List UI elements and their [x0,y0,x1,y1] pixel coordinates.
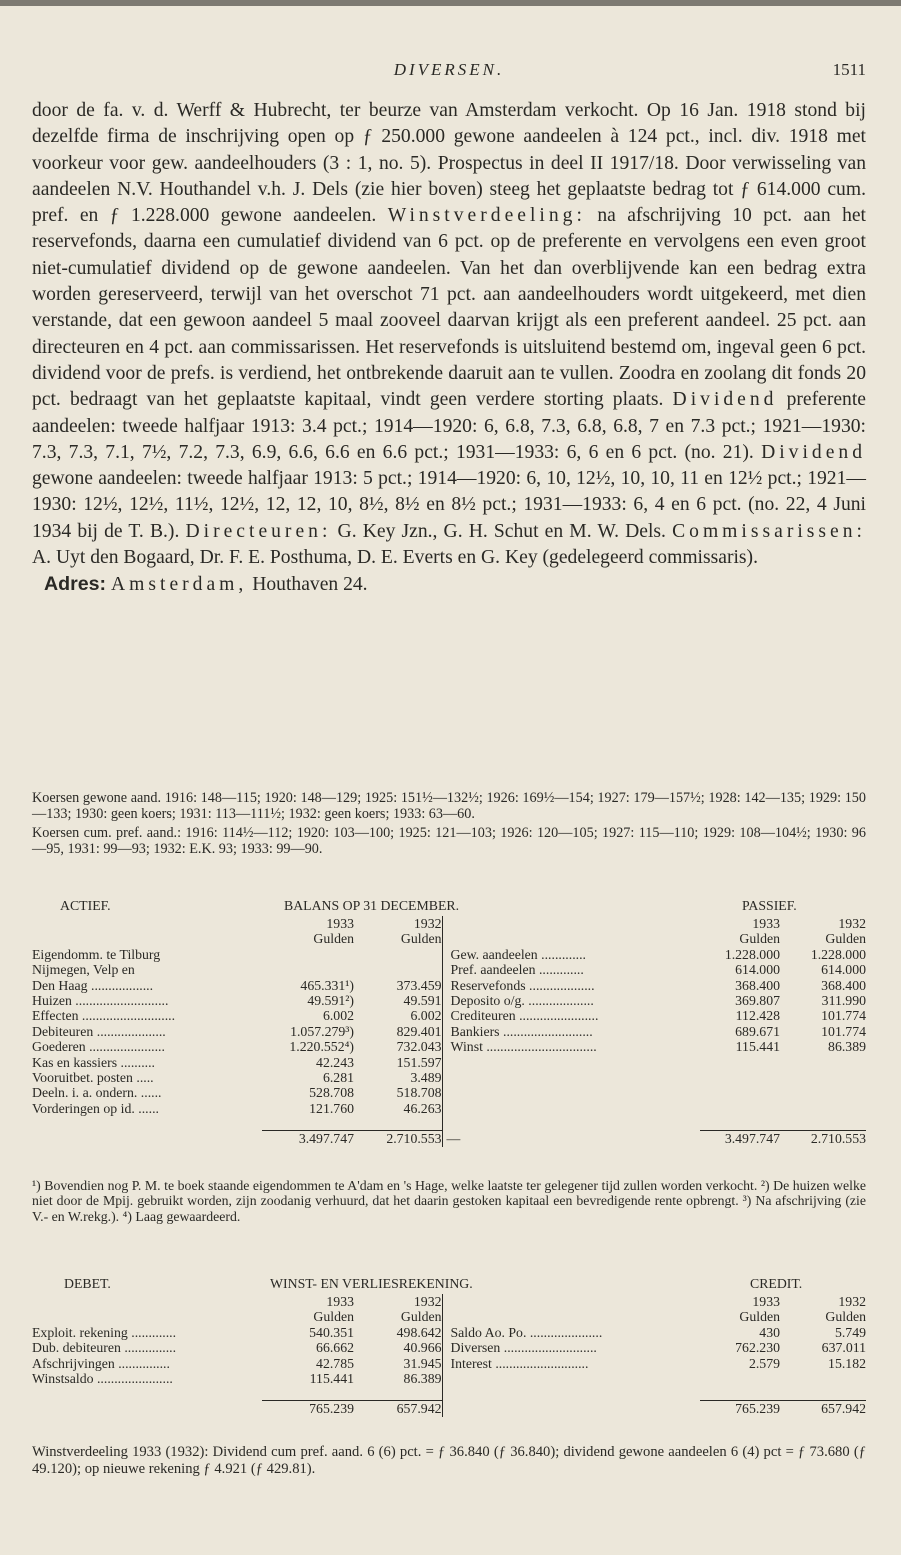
blank-cell [780,1055,866,1070]
right-label: Interest ........................... [442,1356,700,1371]
total-dash: — [442,1131,700,1147]
blank-cell [32,1116,262,1131]
unit-label: Gulden [825,1309,866,1325]
left-label: Huizen ........................... [32,993,169,1009]
company-paragraph [32,98,866,571]
left-value-a: 465.331¹) [300,977,354,993]
blank-cell [442,1309,700,1324]
blank-cell [442,1294,700,1309]
blank-cell [32,1131,262,1147]
blank-cell [442,1116,700,1131]
table-row [32,1024,866,1039]
table-row [32,1008,866,1023]
right-value-b: 101.774 [821,1008,866,1024]
right-value-b: 1.228.000 [810,946,866,962]
unit-label: Gulden [400,1309,442,1325]
table-row [32,947,866,962]
right-label: Diversen ........................... [442,1340,700,1355]
blank-cell [700,1101,780,1116]
blank-cell [700,1085,780,1100]
spacer-row [32,1116,866,1131]
blank-cell [442,1386,700,1401]
left-value-b: 86.389 [403,1371,442,1387]
right-label: Deposito o/g. ................... [442,993,700,1008]
page-header [32,60,866,86]
left-label: Den Haag .................. [32,977,154,993]
blank-cell [442,1101,700,1116]
total-right-b: 2.710.553 [780,1131,866,1147]
pl-title: WINST- EN VERLIESREKENING. [270,1276,473,1291]
table-row [32,1340,866,1355]
price-history [32,790,866,860]
balance-table [32,916,866,1147]
unit-row [32,1309,866,1324]
year-b: 1932 [413,1294,442,1309]
right-label: Gew. aandeelen ............. [442,947,700,962]
right-value-b: 101.774 [821,1023,866,1039]
commissarissen-label: Commissarissen: [672,520,866,542]
blank-cell [442,916,700,931]
blank-cell [780,1070,866,1085]
blank-cell [262,1116,354,1131]
company-description [32,98,866,599]
blank-cell [32,916,262,931]
left-label: Nijmegen, Velp en [32,962,135,978]
right-value-a: 369.807 [735,993,780,1009]
table-row [32,962,866,977]
unit-label: Gulden [739,1309,780,1325]
blank-cell [442,1070,700,1085]
winstverdeeling-text: na afschrijving 10 pct. aan het reservefonds, daarna een cumulatief dividend van 6 pct. op de preferente en vervolgens een even groot niet-cumulatief dividend op de gewone aandeelen. Van het dan overblijvende kan een bedrag extra worden gereserveerd, terwijl van het overschot 71 pct. aan aandeelhouders wordt uitgekeerd, met dien verstande, dat een gewoon aandeel 5 maal zooveel daarvan krijgt als een preferent aandeel. 25 pct. aan directeuren en 4 pct. aan commissarissen. Het reservefonds is uitsluitend bestemd om, ingeval geen 6 pct. dividend voor de prefs. is verdiend, het ontbrekende daaruit aan te vullen. Zoodra en zoolang dit fonds 20 pct. bedraagt van het geplaatste kapitaal, vindt geen verdere storting plaats. [32,205,867,411]
left-value-a: 42.243 [316,1054,354,1070]
right-value-a: 368.400 [735,977,780,993]
table-row [32,1325,866,1340]
blank-cell [442,1401,700,1417]
spacer-row [32,1386,866,1401]
right-value-b: 86.389 [828,1039,866,1055]
left-value-b: 732.043 [396,1039,442,1055]
total-left-b: 2.710.553 [354,1131,442,1147]
left-label: Eigendomm. te Tilburg [32,946,161,962]
unit-row [32,931,866,946]
balance-footnotes: ¹) Bovendien nog P. M. te boek staande eigendommen te A'dam en 's Hage, welke laatste ter gelegener tijd zullen worden verkocht. ²) De huizen welke niet door de Mpij. gebruikt worden, zijn zoodanig verhuurd, dat het daarin gestoken kapitaal een bevredigende rente opbrengt. ³) Na afschrijving (zie V.- en W.rekg.). ⁴) Laag gewaardeerd. [32,1178,866,1224]
year-a: 1933 [752,916,780,931]
table-row [32,1039,866,1054]
blank-cell [700,1371,780,1386]
profit-loss-account [32,1276,866,1417]
total-row [32,1131,866,1147]
year-a: 1933 [326,1294,354,1309]
dividend-gew-text: gewone aandeelen: tweede halfjaar 1913: 5 pct.; 1914—1920: 6, 10, 12½, 10, 10, 11 en 12½ pct.; 1921—1930: 12½, 12½, 11½, 12½, 12, 12, 10, 8½, 8½ en 8½ pct.; 1931—1933: 6, 4 en 6 pct. (no. 22, 4 Juni 1934 bij de T. B.). [32,468,866,542]
balance-sheet [32,898,866,1147]
right-value-a: 2.579 [748,1355,780,1371]
right-value-a: 112.428 [735,1008,780,1024]
right-label: Pref. aandeelen ............. [442,962,700,977]
profit-distribution: Winstverdeeling 1933 (1932): Dividend cum pref. aand. 6 (6) pct. = ƒ 36.840 (ƒ 36.840); dividend gewone aandeelen 6 (4) pct = ƒ 73.680 (ƒ 49.120); op nieuwe rekening ƒ 4.921 (ƒ 429.81). [32,1444,866,1477]
year-b: 1932 [838,916,866,931]
right-label: Winst ................................ [442,1039,700,1054]
blank-cell [780,1085,866,1100]
left-value-b: 3.489 [410,1070,442,1086]
right-value-b: 368.400 [821,977,866,993]
year-a: 1933 [326,916,354,931]
left-value-a [262,962,354,977]
blank-cell [700,1055,780,1070]
table-row [32,993,866,1008]
left-label: Goederen ...................... [32,1039,165,1055]
table-row [32,1356,866,1371]
running-title: DIVERSEN. [393,60,505,79]
unit-label: Gulden [825,931,866,947]
passief-heading: PASSIEF. [742,898,797,913]
year-a: 1933 [752,1294,780,1309]
left-label: Exploit. rekening ............. [32,1324,177,1340]
left-label: Dub. debiteuren ............... [32,1340,177,1356]
total-right-a: 3.497.747 [700,1131,780,1147]
left-label: Winstsaldo ...................... [32,1371,173,1387]
actief-heading: ACTIEF. [60,898,111,913]
left-value-b: 46.263 [403,1100,442,1116]
left-value-a: 42.785 [316,1355,354,1371]
adres-city: Amsterdam, [110,574,248,596]
left-label: Vorderingen op id. ...... [32,1100,159,1116]
total-left-a: 765.239 [262,1401,354,1417]
total-left-a: 3.497.747 [262,1131,354,1147]
blank-cell [700,1070,780,1085]
dividend-gew-label: Dividend [761,441,866,463]
pl-table [32,1294,866,1417]
left-value-a: 1.220.552⁴) [289,1039,354,1055]
blank-cell [780,1116,866,1131]
dividend-pref-text: preferente aandeelen: tweede halfjaar 1913: 3.4 pct.; 1914—1920: 6, 6.8, 7.3, 6.8, 6.8, 7 en 7.3 pct.; 1921—1930: 7.3, 7.3, 7.1, 7½, 7.2, 7.3, 6.9, 6.6, 6.6 en 6.6 pct.; 1931—1933: 6, 6 en 6 pct. (no. 21). [32,389,866,463]
blank-cell [700,1116,780,1131]
left-value-b: 31.945 [403,1355,442,1371]
left-value-a: 6.281 [322,1070,354,1086]
left-label: Vooruitbet. posten ..... [32,1070,154,1086]
left-value-a: 121.760 [309,1100,354,1116]
right-label: Reservefonds ................... [442,978,700,993]
blank-cell [32,1401,262,1417]
blank-cell [262,1386,354,1401]
credit-heading: CREDIT. [750,1276,803,1291]
year-b: 1932 [838,1294,866,1309]
year-b: 1932 [413,916,442,931]
left-value-b: 6.002 [410,1008,442,1024]
right-label: Saldo Ao. Po. ..................... [442,1325,700,1340]
blank-cell [780,1101,866,1116]
right-value-b: 637.011 [821,1340,866,1356]
left-value-b: 151.597 [396,1054,442,1070]
right-value-b: 614.000 [821,962,866,978]
total-left-b: 657.942 [354,1401,442,1417]
table-row [32,978,866,993]
right-value-a: 115.441 [735,1039,780,1055]
koersen-pref: Koersen cum. pref. aand.: 1916: 114½—112; 1920: 103—100; 1925: 121—103; 1926: 120—105; 1927: 115—110; 1929: 108—104½; 1930: 96—95, 1931: 99—93; 1932: E.K. 93; 1933: 99—90. [32,825,866,857]
right-value-b: 15.182 [828,1355,866,1371]
blank-cell [442,931,700,946]
left-value-b: 518.708 [396,1085,442,1101]
right-value-a: 689.671 [735,1023,780,1039]
unit-label: Gulden [400,931,442,947]
blank-cell [32,931,262,946]
total-right-b: 657.942 [780,1401,866,1417]
left-value-a: 6.002 [322,1008,354,1024]
year-row [32,1294,866,1309]
blank-cell [780,1386,866,1401]
left-value-b: 40.966 [403,1340,442,1356]
left-value-b: 829.401 [396,1023,442,1039]
table-row [32,1085,866,1100]
left-label: Debiteuren .................... [32,1023,166,1039]
directeuren-label: Directeuren: [185,520,332,542]
left-value-b [354,962,442,977]
table-row [32,1070,866,1085]
left-value-a: 1.057.279³) [290,1023,354,1039]
balance-body [32,916,866,1147]
pl-heads [32,1276,866,1294]
left-value-a: 66.662 [316,1340,354,1356]
left-value-b: 373.459 [396,977,442,993]
blank-cell [32,1294,262,1309]
left-label: Afschrijvingen ............... [32,1355,170,1371]
debet-heading: DEBET. [64,1276,111,1291]
unit-label: Gulden [739,931,780,947]
left-value-a: 115.441 [309,1371,354,1387]
right-value-a: 614.000 [735,962,780,978]
blank-cell [442,1085,700,1100]
right-value-a: 762.230 [735,1340,780,1356]
pl-body [32,1294,866,1417]
left-label: Effecten ........................... [32,1008,176,1024]
balance-heads [32,898,866,916]
blank-cell [32,1386,262,1401]
right-value-a: 1.228.000 [724,946,780,962]
koersen-gewone: Koersen gewone aand. 1916: 148—115; 1920: 148—129; 1925: 151½—132½; 1926: 169½—154; 1927: 179—157½; 1928: 142—135; 1929: 150—133; 1930: geen koers; 1931: 113—111½; 1932: geen koers; 1933: 63—60. [32,790,866,822]
left-label: Kas en kassiers .......... [32,1054,155,1070]
commissarissen-text: A. Uyt den Bogaard, Dr. F. E. Posthuma, D. E. Everts en G. Key (gedelegeerd commissaris). [32,547,758,569]
blank-cell [442,1371,700,1386]
page-number: 1511 [832,60,866,79]
left-value-a: 528.708 [309,1085,354,1101]
directeuren-text: G. Key Jzn., G. H. Schut en M. W. Dels. [337,520,666,542]
total-right-a: 765.239 [700,1401,780,1417]
blank-cell [780,1371,866,1386]
table-row [32,1101,866,1116]
blank-cell [442,1055,700,1070]
year-row [32,916,866,931]
left-value-a: 540.351 [309,1324,354,1340]
address-line [32,571,866,598]
dividend-pref-label: Dividend [672,389,778,411]
left-value-b: 49.591 [403,993,442,1009]
adres-street: Houthaven 24. [252,574,368,596]
right-value-a: 430 [759,1324,780,1340]
left-value-a [262,947,354,962]
right-label: Crediteuren ....................... [442,1008,700,1023]
blank-cell [354,1386,442,1401]
right-value-b: 311.990 [821,993,866,1009]
adres-label: Adres: [44,573,107,596]
left-value-b [354,947,442,962]
left-value-a: 49.591²) [307,993,354,1009]
balance-title: BALANS OP 31 DECEMBER. [284,898,460,913]
blank-cell [32,1309,262,1324]
blank-cell [700,1386,780,1401]
unit-label: Gulden [313,1309,354,1325]
right-value-b: 5.749 [834,1324,866,1340]
table-row [32,1055,866,1070]
unit-label: Gulden [313,931,354,947]
history-text: door de fa. v. d. Werff & Hubrecht, ter beurze van Amsterdam verkocht. Op 16 Jan. 1918 stond bij dezelfde firma de inschrijving open op ƒ 250.000 gewone aandeelen à 124 pct., incl. div. 1918 met voorkeur voor gew. aandeelhouders (3 : 1, no. 5). Prospectus in deel II 1917/18. Door verwisseling van aandeelen N.V. Houthandel v.h. J. Dels (zie hier boven) steeg het geplaatste bedrag tot ƒ 614.000 cum. pref. en ƒ 1.228.000 gewone aandeelen. [32,100,866,227]
right-label: Bankiers .......................... [442,1024,700,1039]
total-row [32,1401,866,1417]
blank-cell [354,1116,442,1131]
table-row [32,1371,866,1386]
left-label: Deeln. i. a. ondern. ...... [32,1085,162,1101]
left-value-b: 498.642 [396,1324,442,1340]
winstverdeeling-label: Winstverdeeling: [387,205,586,227]
